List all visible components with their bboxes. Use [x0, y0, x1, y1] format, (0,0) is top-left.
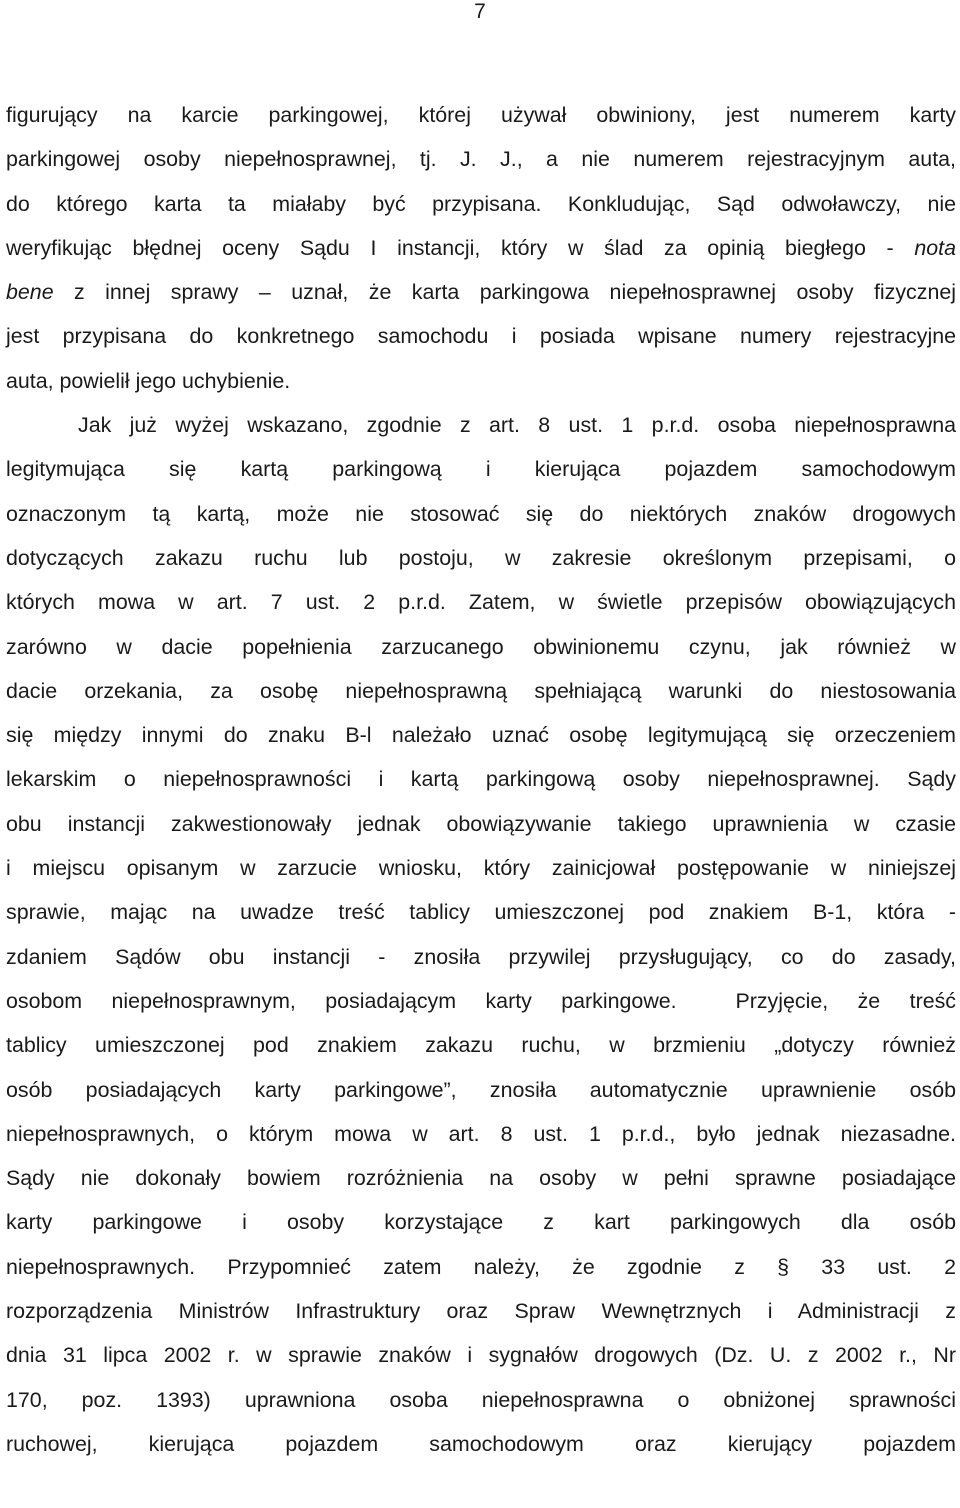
- text-line: i miejscu opisanym w zarzucie wniosku, który zainicjował postępowanie w niniejszej: [6, 856, 956, 881]
- text-line: Jak już wyżej wskazano, zgodnie z art. 8 ust. 1 p.r.d. osoba niepełnosprawna: [78, 413, 956, 438]
- text-line: sprawie, mając na uwadze treść tablicy umieszczonej pod znakiem B-1, która -: [6, 900, 956, 925]
- text-line: osób posiadających karty parkingowe”, znosiła automatycznie uprawnienie osób: [6, 1077, 956, 1102]
- text-line: których mowa w art. 7 ust. 2 p.r.d. Zatem, w świetle przepisów obowiązujących: [6, 590, 956, 615]
- text-line: niepełnosprawnych, o którym mowa w art. 8 ust. 1 p.r.d., było jednak niezasadne.: [6, 1121, 956, 1146]
- text-line: karty parkingowe i osoby korzystające z kart parkingowych dla osób: [6, 1210, 956, 1235]
- text-line: do którego karta ta miałaby być przypisana. Konkludując, Sąd odwoławczy, nie: [6, 191, 956, 216]
- text-line: osobom niepełnosprawnym, posiadającym karty parkingowe. Przyjęcie, że treść: [6, 988, 956, 1013]
- text-line: niepełnosprawnych. Przypomnieć zatem należy, że zgodnie z § 33 ust. 2: [6, 1254, 956, 1279]
- document-body: [6, 93, 956, 1466]
- text-segment: z innej sprawy – uznał, że karta parkingowa niepełnosprawnej osoby fizycznej: [53, 280, 956, 305]
- text-line: figurujący na karcie parkingowej, której używał obwiniony, jest numerem karty: [6, 103, 956, 127]
- text-line: lekarskim o niepełnosprawności i kartą parkingową osoby niepełnosprawnej. Sądy: [6, 767, 956, 792]
- text-line: [6, 270, 956, 314]
- text-line: ruchowej, kierująca pojazdem samochodowym oraz kierujący pojazdem: [6, 1431, 956, 1456]
- text-line: auta, powielił jego uchybienie.: [6, 368, 291, 393]
- text-line: legitymująca się kartą parkingową i kierująca pojazdem samochodowym: [6, 457, 956, 482]
- text-line: Sądy nie dokonały bowiem rozróżnienia na osoby w pełni sprawne posiadające: [6, 1166, 956, 1191]
- text-line: dotyczących zakazu ruchu lub postoju, w zakresie określonym przepisami, o: [6, 545, 956, 570]
- text-line: jest przypisana do konkretnego samochodu i posiada wpisane numery rejestracyjne: [6, 324, 956, 349]
- text-line: tablicy umieszczonej pod znakiem zakazu ruchu, w brzmieniu „dotyczy również: [6, 1033, 956, 1058]
- text-line: dnia 31 lipca 2002 r. w sprawie znaków i sygnałów drogowych (Dz. U. z 2002 r., Nr: [6, 1343, 956, 1368]
- text-line: zdaniem Sądów obu instancji - znosiła przywilej przysługujący, co do zasady,: [6, 944, 956, 969]
- page-number: 7: [474, 0, 486, 23]
- text-segment: weryfikując błędnej oceny Sądu I instancji, który w ślad za opinią biegłego -: [6, 235, 915, 260]
- text-line: [6, 226, 956, 270]
- text-line: rozporządzenia Ministrów Infrastruktury oraz Spraw Wewnętrznych i Administracji z: [6, 1299, 956, 1324]
- text-line: 170, poz. 1393) uprawniona osoba niepełnosprawna o obniżonej sprawności: [6, 1387, 956, 1412]
- italic-term: nota: [914, 235, 956, 260]
- text-line: zarówno w dacie popełnienia zarzucanego obwinionemu czynu, jak również w: [6, 634, 956, 659]
- text-line: parkingowej osoby niepełnosprawnej, tj. J. J., a nie numerem rejestracyjnym auta,: [6, 147, 956, 172]
- text-line: oznaczonym tą kartą, może nie stosować się do niektórych znaków drogowych: [6, 501, 956, 526]
- text-line: się między innymi do znaku B-l należało uznać osobę legitymującą się orzeczeniem: [6, 723, 956, 748]
- italic-term: bene: [6, 280, 54, 305]
- text-line: obu instancji zakwestionowały jednak obowiązywanie takiego uprawnienia w czasie: [6, 811, 956, 836]
- text-line: dacie orzekania, za osobę niepełnosprawną spełniającą warunki do niestosowania: [6, 678, 956, 703]
